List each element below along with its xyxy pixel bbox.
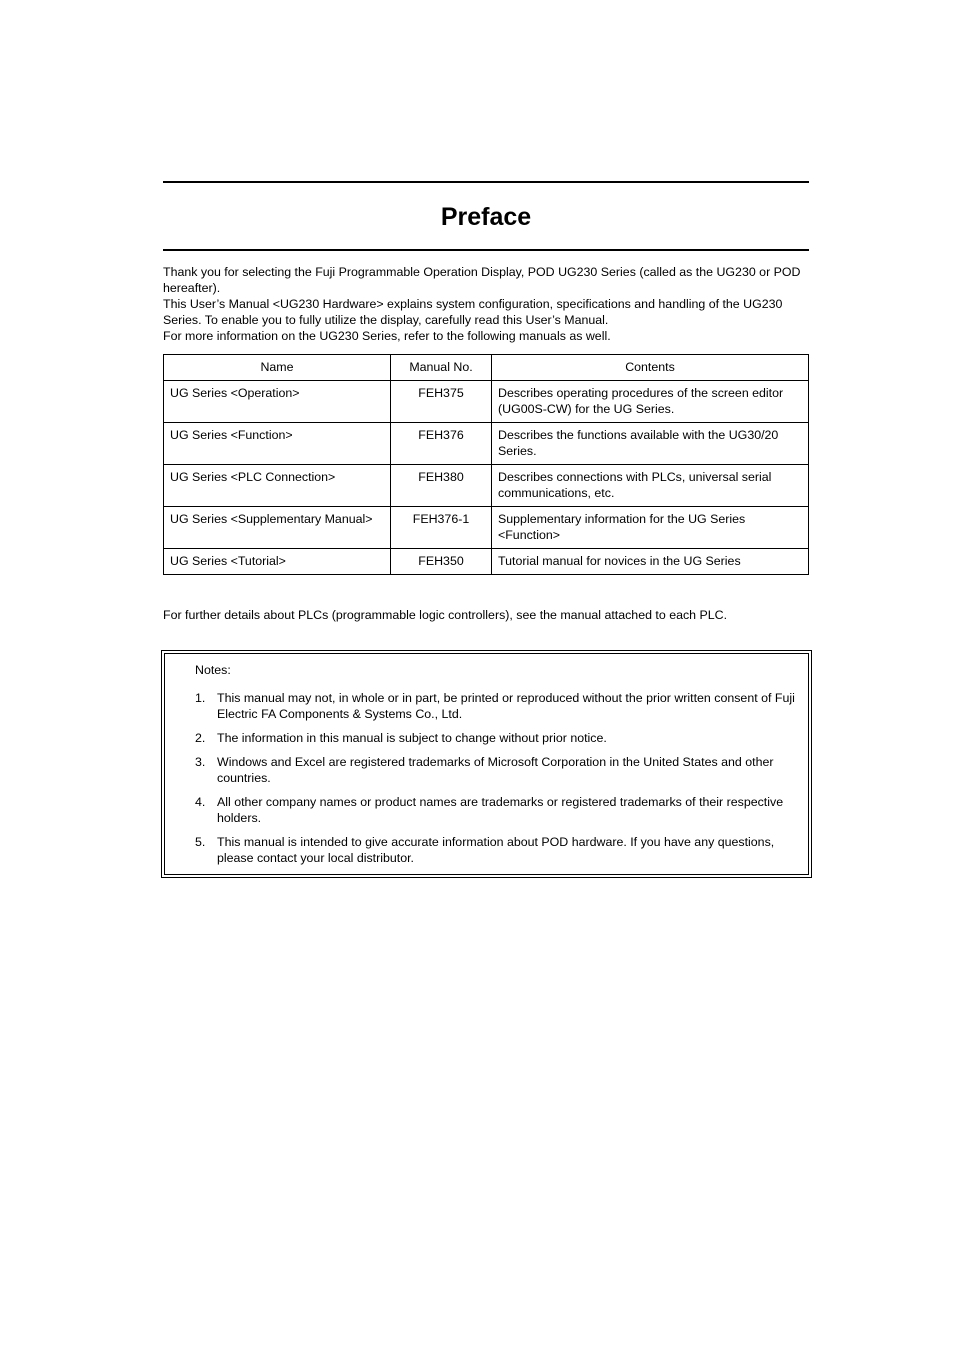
intro-text [163, 264, 811, 344]
row-manual-no: FEH375 [391, 381, 492, 423]
notes-list [195, 690, 795, 874]
row-name: UG Series <Operation> [164, 381, 391, 423]
header-name: Name [164, 355, 391, 381]
row-name: UG Series <Function> [164, 423, 391, 465]
note-item [195, 834, 795, 866]
row-manual-no: FEH376 [391, 423, 492, 465]
row-contents: Describes the functions available with the UG30/20 Series. [492, 423, 809, 465]
header-manual-no: Manual No. [391, 355, 492, 381]
note-item [195, 690, 795, 722]
note-text: Windows and Excel are registered trademarks of Microsoft Corporation in the United States and other countries. [217, 755, 774, 785]
further-details-text: For further details about PLCs (programmable logic controllers), see the manual attached to each PLC. [163, 608, 728, 622]
note-text: All other company names or product names are trademarks or registered trademarks of their respective holders. [217, 795, 784, 825]
note-number: 4. [195, 795, 206, 809]
header-contents: Contents [492, 355, 809, 381]
notes-box [161, 650, 812, 878]
intro-paragraph-1: Thank you for selecting the Fuji Programmable Operation Display, POD UG230 Series (called as the UG230 or POD hereafter). [163, 265, 801, 295]
note-number: 2. [195, 731, 206, 745]
title-rule-top [163, 181, 809, 183]
table-row [164, 381, 809, 423]
table-row [164, 507, 809, 549]
row-manual-no: FEH380 [391, 465, 492, 507]
note-text: This manual is intended to give accurate information about POD hardware. If you have any questions, please contact your local distributor. [217, 835, 775, 865]
title-rule-bottom [163, 249, 809, 251]
table-row [164, 465, 809, 507]
note-number: 3. [195, 755, 206, 769]
row-contents: Describes connections with PLCs, universal serial communications, etc. [492, 465, 809, 507]
note-item [195, 754, 795, 786]
row-contents: Tutorial manual for novices in the UG Series [492, 549, 809, 575]
page-title: Preface [440, 203, 532, 231]
intro-paragraph-2: This User’s Manual <UG230 Hardware> explains system configuration, specifications and handling of the UG230 Series. To enable you to fully utilize the display, carefully read this User’s Manual. [163, 297, 783, 327]
row-contents: Supplementary information for the UG Series <Function> [492, 507, 809, 549]
row-manual-no: FEH376-1 [391, 507, 492, 549]
table-row [164, 549, 809, 575]
note-text: This manual may not, in whole or in part, be printed or reproduced without the prior written consent of Fuji Electric FA Components & Systems Co., Ltd. [217, 691, 795, 721]
row-name: UG Series <PLC Connection> [164, 465, 391, 507]
note-number: 1. [195, 691, 206, 705]
intro-paragraph-3: For more information on the UG230 Series, refer to the following manuals as well. [163, 329, 611, 343]
row-contents: Describes operating procedures of the screen editor (UG00S-CW) for the UG Series. [492, 381, 809, 423]
row-name: UG Series <Supplementary Manual> [164, 507, 391, 549]
manuals-table [163, 354, 809, 575]
note-text: The information in this manual is subject to change without prior notice. [217, 731, 607, 745]
note-number: 5. [195, 835, 206, 849]
note-item [195, 730, 795, 746]
row-manual-no: FEH350 [391, 549, 492, 575]
table-row [164, 423, 809, 465]
notes-box-inner [164, 653, 809, 875]
note-item [195, 794, 795, 826]
row-name: UG Series <Tutorial> [164, 549, 391, 575]
notes-heading: Notes: [195, 663, 231, 677]
table-header-row [164, 355, 809, 381]
